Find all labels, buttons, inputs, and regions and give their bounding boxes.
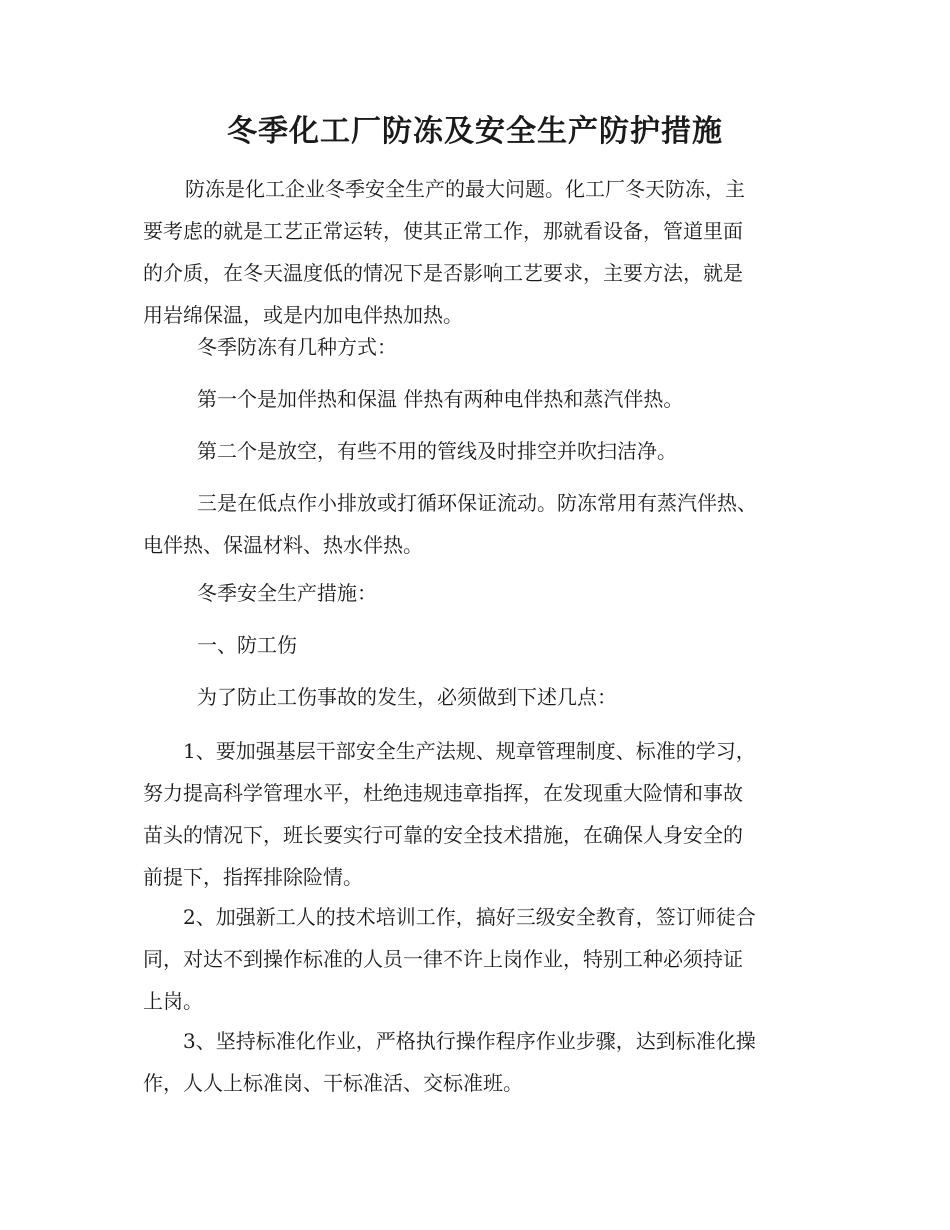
section-heading-injury (197, 624, 861, 666)
text-line: 努力提高科学管理水平，杜绝违规违章指挥，在发现重大险情和事故 (143, 781, 743, 805)
document-title: 冬季化工厂防冻及安全生产防护措施 (227, 114, 723, 149)
paragraph-safety-heading (197, 572, 861, 614)
list-item-1 (143, 730, 807, 898)
text-line: 三是在低点作小排放或打循环保证流动。防冻常用有蒸汽伴热、 (197, 491, 757, 515)
text-line: 同，对达不到操作标准的人员一律不许上岗作业，特别工种必须持证 (143, 947, 743, 971)
list-item-2 (143, 896, 807, 1022)
text-line: 电伴热、保温材料、热水伴热。 (143, 533, 423, 557)
list-item-3 (143, 1020, 807, 1104)
text-line: 第一个是加伴热和保温 伴热有两种电伴热和蒸汽伴热。 (197, 387, 684, 411)
text-line: 一、防工伤 (197, 633, 297, 657)
text-line: 苗头的情况下，班长要实行可靠的安全技术措施，在确保人身安全的 (143, 823, 743, 847)
text-line: 冬季防冻有几种方式： (197, 335, 397, 359)
paragraph-method-2 (197, 430, 861, 472)
paragraph-injury-intro (197, 676, 861, 718)
text-line: 前提下，指挥排除险情。 (143, 865, 363, 889)
text-line: 2、加强新工人的技术培训工作，搞好三级安全教育，签订师徒合 (183, 905, 756, 929)
paragraph-methods-heading (197, 326, 861, 368)
text-line: 的介质，在冬天温度低的情况下是否影响工艺要求，主要方法，就是 (143, 261, 743, 285)
paragraph-method-1 (197, 378, 861, 420)
text-line: 防冻是化工企业冬季安全生产的最大问题。化工厂冬天防冻，主 (185, 177, 745, 201)
text-line: 作，人人上标准岗、干标准活、交标准班。 (143, 1071, 523, 1095)
text-line: 为了防止工伤事故的发生，必须做到下述几点： (197, 685, 617, 709)
text-line: 第二个是放空，有些不用的管线及时排空并吹扫洁净。 (197, 439, 677, 463)
text-line: 用岩绵保温，或是内加电伴热加热。 (143, 303, 463, 327)
text-line: 冬季安全生产措施： (197, 581, 377, 605)
text-line: 要考虑的就是工艺正常运转，使其正常工作，那就看设备，管道里面 (143, 219, 743, 243)
paragraph-method-3 (143, 482, 807, 566)
text-line: 上岗。 (143, 989, 203, 1013)
text-line: 3、坚持标准化作业，严格执行操作程序作业步骤，达到标准化操 (183, 1029, 756, 1053)
text-line: 1、要加强基层干部安全生产法规、规章管理制度、标准的学习， (183, 739, 756, 763)
paragraph-intro (143, 168, 807, 336)
